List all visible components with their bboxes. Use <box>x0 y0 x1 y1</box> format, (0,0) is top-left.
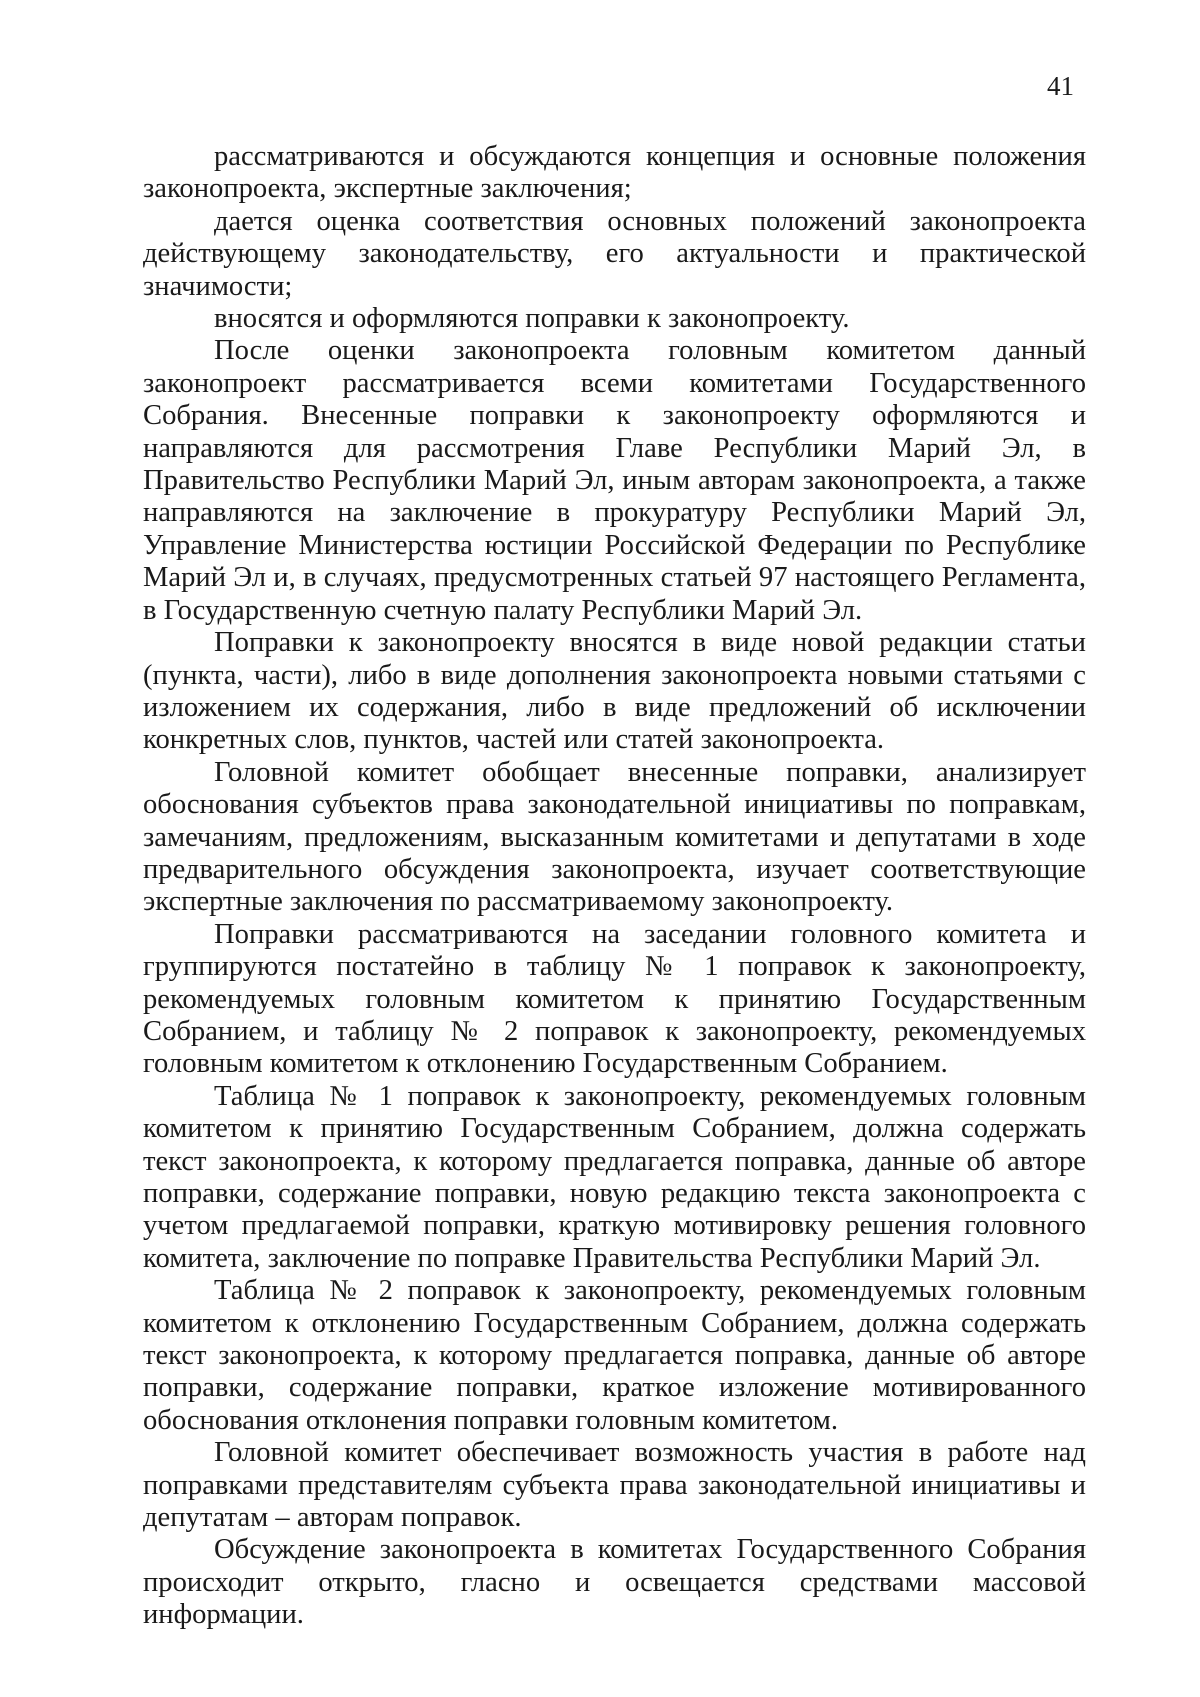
page-number: 41 <box>1047 71 1074 101</box>
paragraph: Таблица № 2 поправок к законопроекту, рекомендуемых головным комитетом к отклонению Государственным Собранием, должна содержать текст законопроекта, к которому предлагается поправка, данные об авторе поправки, содержание поправки, краткое изложение мотивированного обоснования отклонения поправки головным комитетом. <box>143 1275 1086 1436</box>
paragraph: После оценки законопроекта головным комитетом данный законопроект рассматривается всеми комитетами Государственного Собрания. Внесенные поправки к законопроекту оформляются и направляются для рассмотрения Главе Республики Марий Эл, в Правительство Республики Марий Эл, иным авторам законопроекта, а также направляются на заключение в прокуратуру Республики Марий Эл, Управление Министерства юстиции Российской Федерации по Республике Марий Эл и, в случаях, предусмотренных статьей 97 настоящего Регламента, в Государственную счетную палату Республики Марий Эл. <box>143 335 1086 626</box>
paragraph: Головной комитет обобщает внесенные поправки, анализирует обоснования субъектов права законодательной инициативы по поправкам, замечаниям, предложениям, высказанным комитетами и депутатами в ходе предварительного обсуждения законопроекта, изучает соответствующие экспертные заключения по рассматриваемому законопроекту. <box>143 756 1086 918</box>
paragraph: рассматриваются и обсуждаются концепция и основные положения законопроекта, экспертные заключения; <box>143 141 1086 205</box>
paragraph: Поправки рассматриваются на заседании головного комитета и группируются постатейно в таблицу № 1 поправок к законопроекту, рекомендуемых головным комитетом к принятию Государственным Собранием, и таблицу № 2 поправок к законопроекту, рекомендуемых головным комитетом к отклонению Государственным Собранием. <box>143 918 1086 1080</box>
paragraph: вносятся и оформляются поправки к законопроекту. <box>214 303 850 335</box>
paragraph: Таблица № 1 поправок к законопроекту, рекомендуемых головным комитетом к принятию Государственным Собранием, должна содержать текст законопроекта, к которому предлагается поправка, данные об авторе поправки, содержание поправки, новую редакцию текста законопроекта с учетом предлагаемой поправки, краткую мотивировку решения головного комитета, заключение по поправке Правительства Республики Марий Эл. <box>143 1080 1086 1274</box>
paragraph: Головной комитет обеспечивает возможность участия в работе над поправками представителям субъекта права законодательной инициативы и депутатам – авторам поправок. <box>143 1437 1086 1534</box>
paragraph: Поправки к законопроекту вносятся в виде новой редакции статьи (пункта, части), либо в виде дополнения законопроекта новыми статьями с изложением их содержания, либо в виде предложений об исключении конкретных слов, пунктов, частей или статей законопроекта. <box>143 627 1086 756</box>
paragraph: дается оценка соответствия основных положений законопроекта действующему законодательству, его актуальности и практической значимости; <box>143 205 1086 302</box>
paragraph: Обсуждение законопроекта в комитетах Государственного Собрания происходит открыто, гласно и освещается средствами массовой информации. <box>143 1534 1086 1631</box>
document-body <box>143 141 1086 1632</box>
